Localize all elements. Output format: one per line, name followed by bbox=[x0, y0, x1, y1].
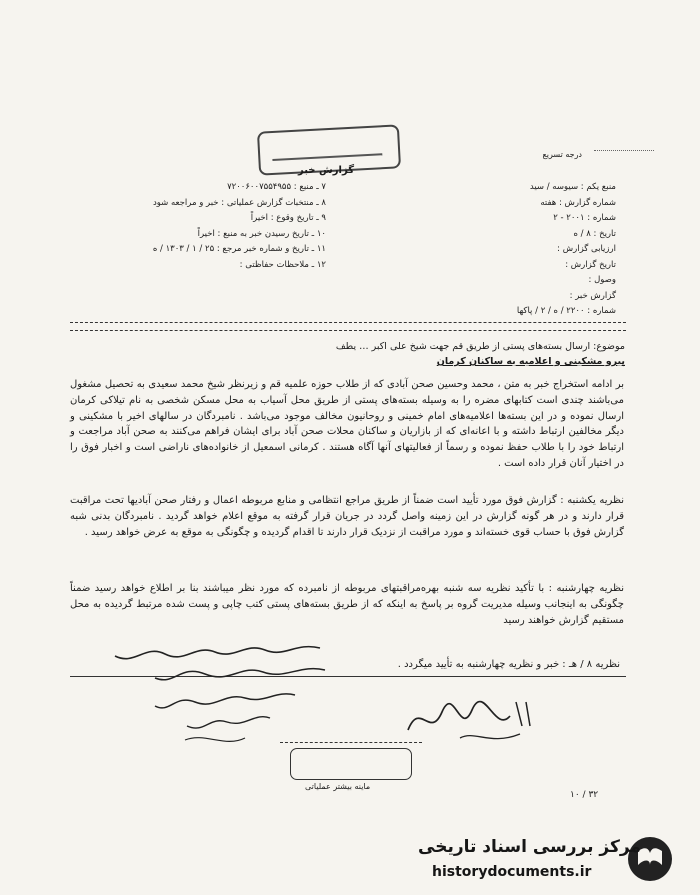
field-row: منبع یکم : سیوسه / سید bbox=[529, 182, 616, 192]
subject-line: موضوع: ارسال بسته‌های پستی از طریق قم جهت شیخ علی اکبر … یطف bbox=[335, 341, 625, 352]
field-row: وصول : bbox=[588, 275, 616, 285]
field-row: ۱۱ ـ تاریخ و شماره خبر مرجع : ۲۵ / ۱ / ۱۳۰۳ / ه bbox=[152, 244, 326, 254]
subject-line-secondary: پیرو مشکینی و اعلامیه به ساکنان کرمان bbox=[436, 356, 625, 367]
field-row: تاریخ گزارش : bbox=[565, 259, 616, 270]
field-row: ۹ ـ تاریخ وقوع : اخیراً bbox=[250, 213, 326, 223]
conclusion-line: نظریه ۸ / هـ : خبر و نظریه چهارشنبه به تأیید میگردد . bbox=[397, 659, 620, 670]
classification-field bbox=[594, 150, 654, 151]
opinion-paragraph: نظریه یکشنبه : گزارش فوق مورد تأیید است ضمناً از طریق مراجع انتظامی و منابع مربوطه اعمال و رفتار صحن آبادیها تحت مراقبت قرار دارند و در هر گونه گزارش در این زمینه واصل گردد در جریان قرار گرفته به موقع اعلام خواهد گردید . نامبردگان بدنی شبه گزارش فوق با حساب قوی خسته‌اند و مورد مراقبت از نزدیک قرار دارند تا اقدام گردیده و چگونگی به موقع به عرض خواهد رسید . bbox=[70, 495, 624, 538]
field-row: ۸ ـ منتخبات گزارش عملیاتی : خبر و مراجعه شود bbox=[152, 197, 326, 208]
report-paragraph: بر ادامه استخراج خبر به متن ، محمد وحسین صحن آبادی که از طلاب حوزه علمیه قم و زیرنظر شیخ محمد سعیدی به تحصیل مشغول می‌باشند چندی است کتابهای مضره را به وسیله بسته‌های پستی از طریق محل آسیاب به محل مسکن شخصی به نام تیلاکی کرمان ارسال نموده و در این بسته‌ها اعلامیه‌های امام خمینی و روحانیون مخالف موجود می‌باشد . نامبردگان در سالهای اخیر با مشکینی و دیگر مخالفین ارتباط داشته و با اعانه‌ای که از بازاریان و ساکنان محلات صحن آباد برای ایشان فراهم می‌کنند به صحن آباد مراجعت و ارتباط خود را با طلاب حفظ نموده و رسماً از فعالیتهای آنها آگاه هستند . کرمانی اسمعیل از خانواده‌های ناراضی است و اخبار فوق را در اختیار آنان قرار داده است . bbox=[70, 379, 624, 469]
bottom-stamp-label: ماینه بیشتر عملیاتی bbox=[305, 782, 371, 791]
classification-label: درجه تسریع bbox=[542, 150, 582, 159]
divider bbox=[280, 742, 422, 743]
fields-right bbox=[480, 180, 616, 320]
field-row: شماره : ۲۰۰۱ - ۲ bbox=[553, 213, 616, 223]
field-row: ۷ ـ منبع : ۷۲۰۰۶۰۰۷۵۵۴۹۵۵ bbox=[227, 182, 326, 192]
watermark-name: مرکز بررسی اسناد تاریخی bbox=[418, 837, 641, 857]
watermark-url: historydocuments.ir bbox=[432, 864, 592, 880]
divider bbox=[70, 330, 626, 331]
field-row: شماره گزارش : هفته bbox=[540, 197, 616, 208]
field-row: ۱۰ ـ تاریخ رسیدن خبر به منبع : اخیراً bbox=[197, 228, 326, 239]
field-row: ۱۲ ـ ملاحظات حفاظتی : bbox=[239, 259, 326, 270]
document-title: گزارش خبر bbox=[298, 165, 355, 176]
handwritten-signature bbox=[400, 690, 550, 750]
field-row: شماره : ۲۲۰۰ / ه / ۲ / پاکها bbox=[516, 306, 616, 316]
bottom-stamp bbox=[290, 748, 412, 780]
field-row: ارزیابی گزارش : bbox=[557, 244, 616, 254]
fields-left bbox=[80, 180, 326, 273]
field-row: تاریخ : ۸ / ه bbox=[573, 228, 616, 239]
divider bbox=[70, 322, 626, 323]
field-row: گزارش خبر : bbox=[569, 290, 616, 301]
opinion-paragraph: نظریه چهارشنبه : با تأکید نظریه سه شنبه بهره‌مراقبتهای مربوطه از نامبرده که مورد نظر میباشند بنا بر اطلاع خواهد رسید ضمناً چگونگی به اینجانب وسیله مدیریت گروه بر پاسخ به اینکه که از طریق بسته‌های پستی کتب چاپی و پست شده مرتبط گردیده به محل مستقیم گزارش خواهند رسید bbox=[70, 583, 624, 626]
page-number: ۳۲ / ۱۰ bbox=[570, 790, 599, 800]
